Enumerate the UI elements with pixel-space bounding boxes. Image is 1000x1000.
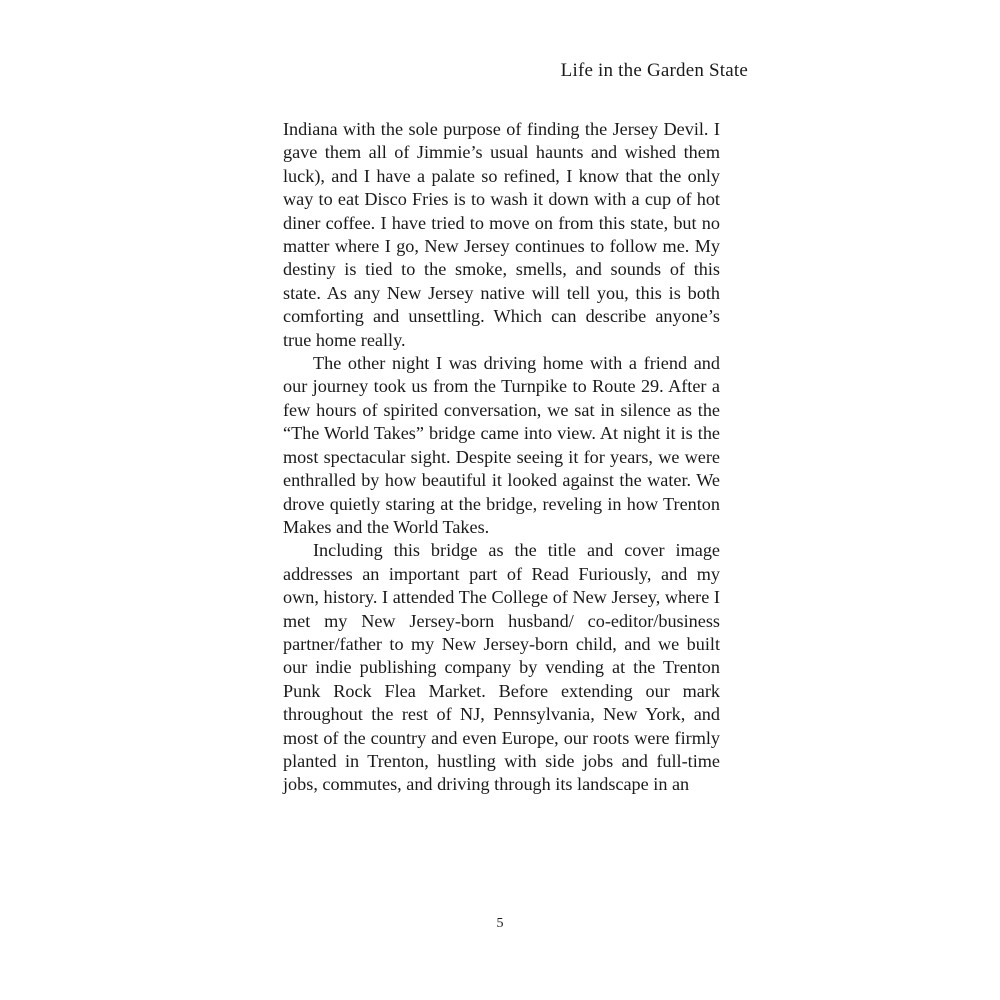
paragraph-read-furiously-history: Including this bridge as the title and cover image addresses an important part of Read Furiously, and my own, history. I attended The College of New Jersey, where I met my New Jersey-born husband/ co-editor/business partner/father to my New Jersey-born child, and we built our indie publishing company by vending at the Trenton Punk Rock Flea Market. Before extending our mark throughout the rest of NJ, Pennsylvania, New York, and most of the country and even Europe, our roots were firmly planted in Trenton, hustling with side jobs and full-time jobs, commutes, and driving through its landscape in an [283, 540, 720, 795]
paragraph-bridge-drive: The other night I was driving home with a friend and our journey took us from the Turnpike to Route 29. After a few hours of spirited conversation, we sat in silence as the “The World Takes” bridge came into view. At night it is the most spectacular sight. Despite seeing it for years, we were enthralled by how beautiful it looked against the water. We drove quietly staring at the bridge, reveling in how Trenton Makes and the World Takes. [283, 353, 720, 537]
running-head-title: Life in the Garden State [560, 60, 748, 81]
body-text [283, 118, 720, 797]
paragraph-continued: Indiana with the sole purpose of finding the Jersey Devil. I gave them all of Jimmie’s usual haunts and wished them luck), and I have a palate so refined, I know that the only way to eat Disco Fries is to wash it down with a cup of hot diner coffee. I have tried to move on from this state, but no matter where I go, New Jersey continues to follow me. My destiny is tied to the smoke, smells, and sounds of this state. As any New Jersey native will tell you, this is both comforting and unsettling. Which can describe anyone’s true home really. [283, 119, 720, 350]
page-number: 5 [496, 916, 504, 931]
